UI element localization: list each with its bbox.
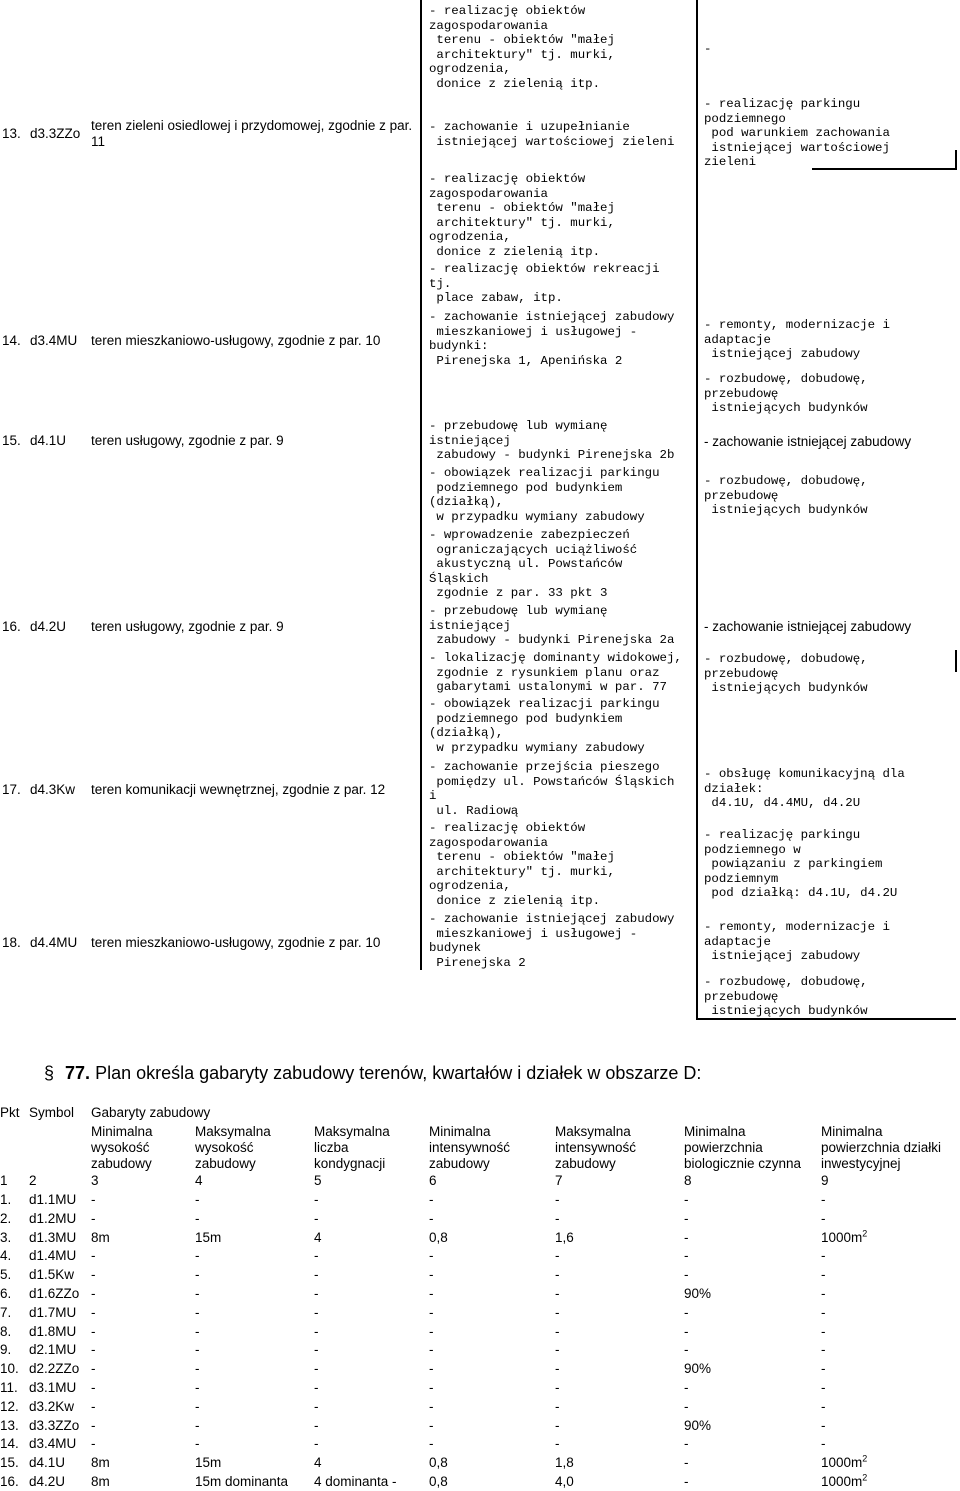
table-cell: d3.4MU xyxy=(29,1436,77,1452)
provision-text: - realizację obiektów rekreacji tj. place zabaw, itp. xyxy=(429,262,660,306)
table-cell: $1000m^2$ xyxy=(821,1453,868,1471)
table-cell: 4. xyxy=(0,1248,12,1264)
table-cell: 4,0 xyxy=(555,1474,574,1489)
table-cell: 1,6 xyxy=(555,1229,574,1245)
table-cell: - xyxy=(555,1323,560,1339)
provision-text: - realizację obiektów zagospodarowania terenu - obiektów "małej architektury" tj. murki, ogrodzenia, donice z zielenią itp. xyxy=(429,4,615,91)
table-cell: d3.3ZZo xyxy=(29,1417,80,1433)
section-heading xyxy=(44,1063,701,1084)
row-description: teren usługowy, zgodnie z par. 9 xyxy=(91,619,284,634)
section-number: 77. xyxy=(65,1063,91,1083)
table-cell: - xyxy=(555,1398,560,1414)
row-description: teren usługowy, zgodnie z par. 9 xyxy=(91,433,284,448)
table-subheader: Maksymalna wysokość zabudowy xyxy=(195,1124,271,1171)
table-cell: 7. xyxy=(0,1304,12,1320)
table-cell: 1. xyxy=(0,1192,12,1207)
table-cell: - xyxy=(195,1286,200,1301)
table-cell: - xyxy=(684,1248,689,1264)
table-subheader: Minimalna powierzchnia biologicznie czynna xyxy=(684,1124,802,1171)
table-cell: d1.5Kw xyxy=(29,1267,75,1283)
table-cell: - xyxy=(91,1380,96,1395)
table-cell: - xyxy=(555,1248,560,1264)
row-description: teren zieleni osiedlowej i przydomowej, zgodnie z par. 11 xyxy=(91,118,413,149)
row-symbol: d4.3Kw xyxy=(30,782,76,797)
table-cell: d1.2MU xyxy=(29,1210,77,1226)
row-number: 14. xyxy=(2,333,21,348)
table-cell: - xyxy=(684,1474,689,1489)
column-number: 6 xyxy=(429,1173,437,1188)
table-cell: 16. xyxy=(0,1474,19,1489)
table-cell: d4.2U xyxy=(29,1474,66,1489)
provision-text: - przebudowę lub wymianę istniejącej zabudowy - budynki Pirenejska 2a xyxy=(429,604,675,648)
row-description: teren mieszkaniowo-usługowy, zgodnie z par. 10 xyxy=(91,333,381,348)
table-cell: - xyxy=(314,1398,319,1414)
provision-text: - obowiązek realizacji parkingu podziemnego pod budynkiem (działką), w przypadku wymiany zabudowy xyxy=(429,466,660,524)
table-cell: - xyxy=(314,1342,319,1358)
table-cell: - xyxy=(314,1286,319,1301)
table-cell: 0,8 xyxy=(429,1455,448,1471)
row-symbol: d3.4MU xyxy=(30,333,78,348)
table-cell: 90% xyxy=(684,1361,712,1377)
table-cell: - xyxy=(429,1380,434,1395)
table-cell: - xyxy=(821,1286,826,1301)
table-cell: - xyxy=(821,1248,826,1264)
table-cell: - xyxy=(91,1417,96,1433)
table-cell: - xyxy=(195,1304,200,1320)
permitted-text: - realizację parkingu podziemnego w powiązaniu z parkingiem podziemnym pod działką: d4.1U, d4.2U xyxy=(704,828,898,901)
table-cell: - xyxy=(91,1248,96,1264)
provision-text: - lokalizację dominanty widokowej, zgodnie z rysunkiem planu oraz gabarytami ustalonymi w par. 77 xyxy=(429,651,682,695)
table-cell: - xyxy=(684,1229,689,1245)
table-cell: 4 xyxy=(314,1229,322,1245)
provision-text: - zachowanie istniejącej zabudowy mieszkaniowej i usługowej - budynki: Pirenejska 1, Apenińska 2 xyxy=(429,310,675,368)
provision-text: - realizację obiektów zagospodarowania terenu - obiektów "małej architektury" tj. murki, ogrodzenia, donice z zielenią itp. xyxy=(429,821,615,908)
table-cell: 10. xyxy=(0,1361,19,1377)
table-cell: - xyxy=(684,1342,689,1358)
column-number: 4 xyxy=(195,1173,203,1188)
column-number: 1 xyxy=(0,1173,8,1188)
permitted-text: - rozbudowę, dobudowę, przebudowę istniejących budynków xyxy=(704,474,868,518)
table-cell: d2.2ZZo xyxy=(29,1361,80,1377)
table-cell: - xyxy=(314,1361,319,1377)
table-cell: 14. xyxy=(0,1436,19,1452)
table-cell: - xyxy=(314,1417,319,1433)
table-cell: 11. xyxy=(0,1380,18,1395)
table-cell: - xyxy=(684,1304,689,1320)
row-symbol: d4.1U xyxy=(30,433,67,448)
table-cell: - xyxy=(821,1380,826,1395)
table-cell: - xyxy=(821,1342,826,1358)
table-cell: d1.1MU xyxy=(29,1192,77,1207)
table-cell: - xyxy=(429,1267,434,1283)
table-cell: 8m xyxy=(91,1474,110,1489)
table-cell: - xyxy=(195,1380,200,1395)
table-cell: - xyxy=(195,1361,200,1377)
table-cell: - xyxy=(429,1248,434,1264)
table-cell: - xyxy=(555,1267,560,1283)
table-cell: - xyxy=(821,1436,826,1452)
permitted-text: - rozbudowę, dobudowę, przebudowę istniejących budynków xyxy=(704,652,868,696)
table-header-symbol: Symbol xyxy=(29,1105,75,1120)
table-cell: - xyxy=(429,1192,434,1207)
table-cell: - xyxy=(195,1323,200,1339)
column-number: 9 xyxy=(821,1173,829,1188)
row-symbol: d4.4MU xyxy=(30,935,78,950)
permitted-text: - rozbudowę, dobudowę, przebudowę istniejących budynków xyxy=(704,975,868,1019)
row-description: teren komunikacji wewnętrznej, zgodnie z par. 12 xyxy=(91,782,386,797)
table-cell: - xyxy=(684,1323,689,1339)
table-cell: 1,8 xyxy=(555,1455,574,1471)
column-border xyxy=(955,650,957,672)
table-cell: - xyxy=(195,1210,200,1226)
table-cell: - xyxy=(684,1436,689,1452)
table-cell: - xyxy=(684,1380,689,1395)
table-cell: - xyxy=(429,1210,434,1226)
section-text: Plan określa gabaryty zabudowy terenów, kwartałów i działek w obszarze D: xyxy=(95,1063,702,1083)
table-cell: d3.2Kw xyxy=(29,1398,75,1414)
table-cell: - xyxy=(91,1267,96,1283)
table-cell: 0,8 xyxy=(429,1229,448,1245)
table-cell: 2. xyxy=(0,1210,12,1226)
table-cell: - xyxy=(821,1398,826,1414)
column-border xyxy=(420,0,422,970)
column-number: 8 xyxy=(684,1173,692,1188)
table-cell: - xyxy=(314,1210,319,1226)
table-cell: 90% xyxy=(684,1417,712,1433)
table-cell: - xyxy=(314,1436,319,1452)
table-cell: d1.8MU xyxy=(29,1323,77,1339)
table-cell: - xyxy=(821,1417,826,1433)
table-subheader: Maksymalna intensywność zabudowy xyxy=(555,1124,637,1171)
table-cell: - xyxy=(195,1267,200,1283)
provision-text: - realizację obiektów zagospodarowania terenu - obiektów "małej architektury" tj. murki, ogrodzenia, donice z zielenią itp. xyxy=(429,172,615,259)
table-cell: 4 xyxy=(314,1455,322,1471)
table-cell: d1.3MU xyxy=(29,1229,77,1245)
row-symbol: d3.3ZZo xyxy=(30,126,81,141)
table-cell: - xyxy=(195,1192,200,1207)
table-cell: - xyxy=(195,1248,200,1264)
table-cell: - xyxy=(429,1342,434,1358)
row-number: 17. xyxy=(2,782,21,797)
table-cell: - xyxy=(555,1342,560,1358)
table-cell: - xyxy=(821,1361,826,1377)
table-cell: - xyxy=(429,1323,434,1339)
table-cell: - xyxy=(195,1417,200,1433)
table-header-group: Gabaryty zabudowy xyxy=(91,1105,211,1120)
table-cell: 3. xyxy=(0,1229,12,1245)
table-cell: - xyxy=(429,1436,434,1452)
table-cell: - xyxy=(91,1436,96,1452)
table-subheader: Minimalna powierzchnia działki inwestycyjnej xyxy=(821,1124,942,1171)
table-cell: - xyxy=(314,1304,319,1320)
table-cell: - xyxy=(314,1323,319,1339)
table-cell: 13. xyxy=(0,1417,19,1433)
table-cell: - xyxy=(195,1436,200,1452)
provision-text: - zachowanie istniejącej zabudowy mieszkaniowej i usługowej - budynek Pirenejska 2 xyxy=(429,912,675,970)
table-cell: - xyxy=(684,1192,689,1207)
column-number: 5 xyxy=(314,1173,322,1188)
provision-text: - przebudowę lub wymianę istniejącej zabudowy - budynki Pirenejska 2b xyxy=(429,419,675,463)
column-number: 3 xyxy=(91,1173,99,1188)
table-cell: - xyxy=(91,1210,96,1226)
table-cell: - xyxy=(821,1192,826,1207)
table-cell: - xyxy=(91,1361,96,1377)
table-cell: - xyxy=(555,1417,560,1433)
permitted-text-sans: - zachowanie istniejącej zabudowy xyxy=(704,434,912,449)
table-cell: - xyxy=(555,1361,560,1377)
table-cell: d2.1MU xyxy=(29,1342,77,1358)
table-cell: - xyxy=(684,1210,689,1226)
table-cell: 8m xyxy=(91,1455,110,1471)
table-header-pkt: Pkt xyxy=(0,1105,20,1120)
table-cell: 0,8 xyxy=(429,1474,448,1489)
permitted-text: - remonty, modernizacje i adaptacje istniejącej zabudowy xyxy=(704,920,890,964)
column-number: 2 xyxy=(29,1173,37,1188)
table-cell: - xyxy=(555,1380,560,1395)
table-cell: - xyxy=(314,1380,319,1395)
permitted-text: - rozbudowę, dobudowę, przebudowę istniejących budynków xyxy=(704,372,868,416)
table-cell: 4 dominanta - xyxy=(314,1474,397,1489)
table-cell: 15m xyxy=(195,1455,222,1471)
table-cell: - xyxy=(314,1267,319,1283)
table-cell: 8. xyxy=(0,1323,12,1339)
table-cell: - xyxy=(684,1398,689,1414)
provision-text: - wprowadzenie zabezpieczeń ograniczających uciążliwość akustyczną ul. Powstańców Śląskich zgodnie z par. 33 pkt 3 xyxy=(429,528,638,601)
table-cell: $1000m^2$ xyxy=(821,1472,868,1489)
table-cell: - xyxy=(555,1436,560,1452)
table-subheader: Minimalna intensywność zabudowy xyxy=(429,1124,511,1171)
permitted-text: - realizację parkingu podziemnego pod warunkiem zachowania istniejącej wartościowej zieleni xyxy=(704,97,890,170)
table-cell: - xyxy=(555,1304,560,1320)
table-subheader: Maksymalna liczba kondygnacji xyxy=(314,1124,390,1171)
row-description: teren mieszkaniowo-usługowy, zgodnie z par. 10 xyxy=(91,935,381,950)
row-number: 16. xyxy=(2,619,21,634)
table-cell: 6. xyxy=(0,1286,12,1301)
table-cell: - xyxy=(195,1398,200,1414)
row-symbol: d4.2U xyxy=(30,619,67,634)
permitted-text: - xyxy=(704,42,712,56)
row-number: 13. xyxy=(2,126,21,141)
provision-text: - obowiązek realizacji parkingu podziemnego pod budynkiem (działką), w przypadku wymiany zabudowy xyxy=(429,697,660,755)
table-cell: - xyxy=(314,1248,319,1264)
section-marker: § xyxy=(44,1063,55,1083)
column-border xyxy=(955,150,957,170)
table-cell: d1.4MU xyxy=(29,1248,77,1264)
table-cell: 9. xyxy=(0,1342,12,1358)
table-cell: 15m dominanta xyxy=(195,1474,289,1489)
table-cell: - xyxy=(91,1286,96,1301)
table-cell: - xyxy=(429,1304,434,1320)
table-cell: - xyxy=(821,1304,826,1320)
table-cell: d1.7MU xyxy=(29,1304,77,1320)
table-subheader: Minimalna wysokość zabudowy xyxy=(91,1124,153,1171)
table-cell: - xyxy=(684,1267,689,1283)
table-cell: - xyxy=(821,1210,826,1226)
row-number: 18. xyxy=(2,935,21,950)
table-cell: - xyxy=(195,1342,200,1358)
column-border xyxy=(696,0,698,1020)
table-cell: d4.1U xyxy=(29,1455,66,1471)
table-cell: 90% xyxy=(684,1286,712,1301)
permitted-text: - remonty, modernizacje i adaptacje istniejącej zabudowy xyxy=(704,318,890,362)
table-cell: - xyxy=(429,1361,434,1377)
column-number: 7 xyxy=(555,1173,563,1188)
provision-text: - zachowanie przejścia pieszego pomiędzy ul. Powstańców Śląskich i ul. Radiową xyxy=(429,760,675,818)
table-cell: 15m xyxy=(195,1229,222,1245)
table-cell: - xyxy=(555,1286,560,1301)
table-cell: - xyxy=(429,1417,434,1433)
table-cell: - xyxy=(91,1192,96,1207)
table-cell: - xyxy=(429,1286,434,1301)
table-cell: - xyxy=(555,1192,560,1207)
table-cell: 5. xyxy=(0,1267,12,1283)
table-cell: - xyxy=(91,1342,96,1358)
table-cell: - xyxy=(91,1398,96,1414)
table-cell: 8m xyxy=(91,1229,110,1245)
table-cell: - xyxy=(314,1192,319,1207)
table-cell: d3.1MU xyxy=(29,1380,77,1395)
table-cell: - xyxy=(91,1304,96,1320)
table-cell: d1.6ZZo xyxy=(29,1286,80,1301)
table-cell: - xyxy=(684,1455,689,1471)
table-cell: 15. xyxy=(0,1455,19,1471)
table-cell: - xyxy=(429,1398,434,1414)
permitted-text-sans: - zachowanie istniejącej zabudowy xyxy=(704,619,912,634)
table-cell: - xyxy=(821,1323,826,1339)
table-cell: - xyxy=(91,1323,96,1339)
table-cell: $1000m^2$ xyxy=(821,1228,868,1245)
provision-text: - zachowanie i uzupełnianie istniejącej wartościowej zieleni xyxy=(429,120,675,149)
row-number: 15. xyxy=(2,433,21,448)
permitted-text: - obsługę komunikacyjną dla działek: d4.1U, d4.4MU, d4.2U xyxy=(704,767,905,811)
table-cell: - xyxy=(555,1210,560,1226)
table-cell: - xyxy=(821,1267,826,1283)
table-cell: 12. xyxy=(0,1398,19,1414)
